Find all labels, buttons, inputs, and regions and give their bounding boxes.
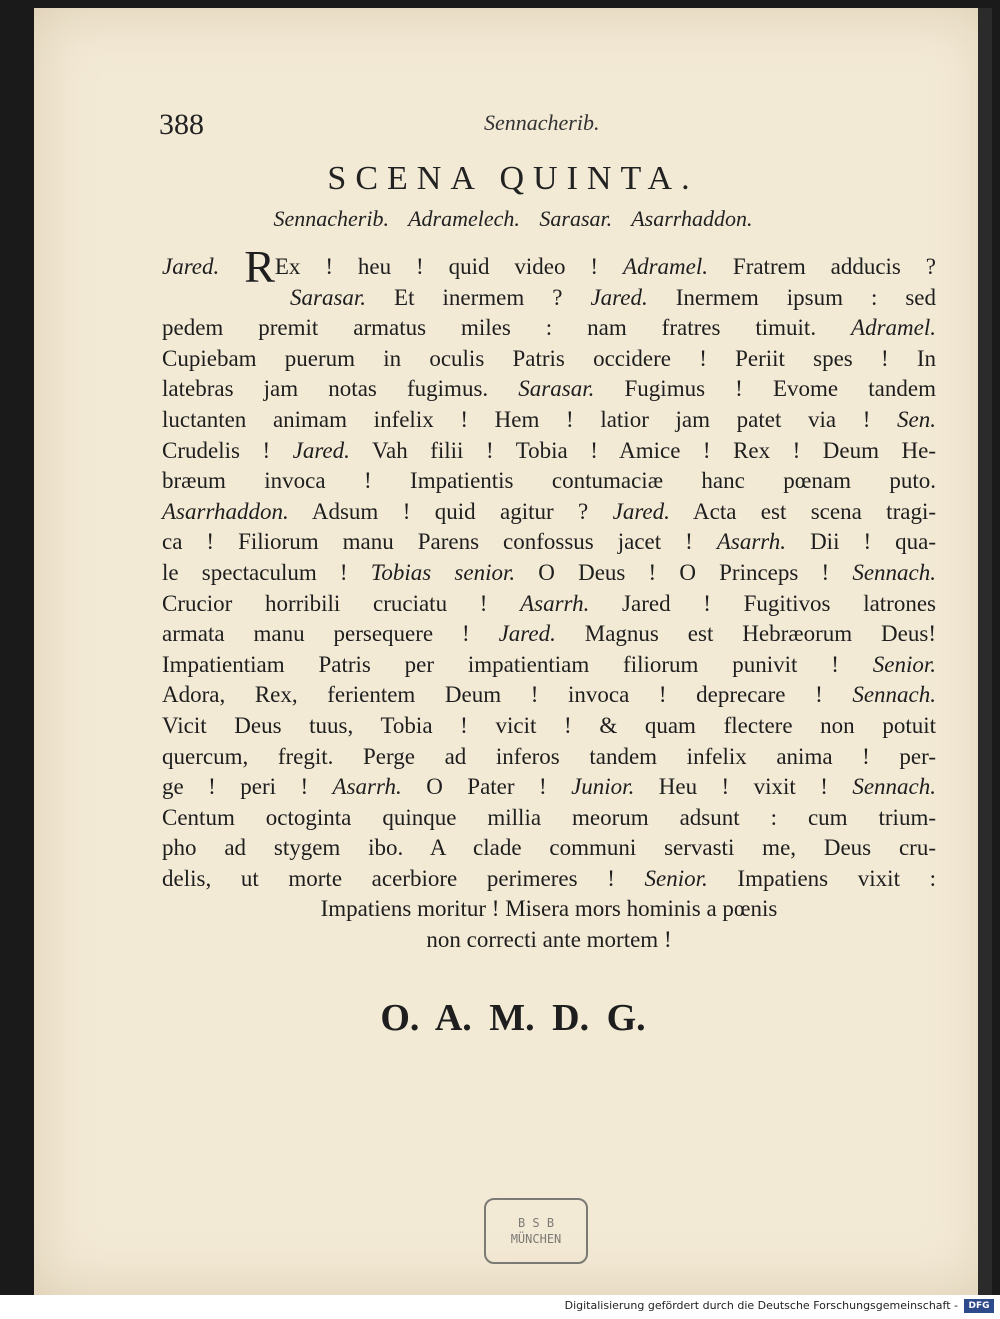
line-text: Vah filii ! Tobia ! Amice ! Rex ! Deum He- [349, 437, 936, 463]
line-text [219, 254, 244, 279]
text-line [162, 742, 936, 773]
line-text: bræum invoca ! Impatientis contumaciæ hanc pœnam puto. [162, 468, 936, 494]
stamp-line-2: MÜNCHEN [510, 1232, 562, 1246]
line-text: Jared ! Fugitivos latrones [589, 590, 936, 616]
line-text: pho ad stygem ibo. A clade communi servasti me, Deus cru- [162, 835, 936, 861]
speaker-name: Asarrh. [716, 529, 787, 555]
text-line [162, 803, 936, 834]
speaker-name: Jared. [612, 498, 670, 524]
line-text: Adsum ! quid agitur ? [288, 498, 613, 524]
speaker-name: Junior. [571, 774, 635, 800]
line-text: Cupiebam puerum in oculis Patris occidere ! Periit spes ! In [162, 345, 936, 371]
footer-credit: Digitalisierung gefördert durch die Deutsche Forschungsgemeinschaft - [564, 1299, 958, 1312]
line-text: ca ! Filiorum manu Parens confossus jacet ! [162, 529, 717, 555]
speaker-name: Jared. [498, 621, 556, 647]
speaker-name: Sarasar. [518, 376, 595, 402]
text-line [162, 894, 936, 925]
speaker-name: Asarrh. [520, 590, 590, 616]
line-text: Fratrem adducis ? [707, 254, 937, 279]
speaker-name: Jared. [292, 437, 350, 463]
text-line [162, 374, 936, 405]
line-text: Dii ! qua- [786, 529, 936, 555]
text-line [162, 466, 936, 497]
speaker-name: Sennach. [852, 682, 936, 708]
line-text: Impatiens vixit : [707, 865, 936, 891]
line-text: Inermem ipsum : sed [647, 284, 936, 310]
book-page [34, 8, 992, 1295]
speaker-name: Adramel. [851, 315, 936, 341]
text-line [162, 497, 936, 528]
text-line [162, 680, 936, 711]
text-line [162, 833, 936, 864]
text-line [162, 344, 936, 375]
dialogue-body [162, 241, 937, 956]
text-line [162, 558, 936, 589]
speaker-name: Sen. [897, 406, 936, 432]
speaker-name: Senior. [872, 651, 936, 677]
speaker-name: Senior. [644, 865, 708, 891]
dfg-logo: DFG [964, 1299, 994, 1313]
speaker-name: Sennach. [852, 774, 936, 800]
character-list: Sennacherib. Adramelech. Sarasar. Asarrhaddon. [273, 206, 753, 231]
speaker-name: Jared. [162, 254, 220, 279]
line-text: quercum, fregit. Perge ad inferos tandem infelix anima ! per- [162, 743, 936, 769]
line-text: Heu ! vixit ! [634, 774, 853, 800]
line-text: Impatientiam Patris per impatientiam filiorum punivit ! [162, 651, 873, 677]
text-line [162, 241, 937, 292]
speaker-name: Asarrh. [332, 774, 402, 800]
speaker-name: Sennach. [852, 559, 937, 585]
text-line [162, 619, 936, 650]
line-text: O Pater ! [401, 774, 572, 800]
drop-cap: R [244, 241, 275, 292]
speaker-name: Adramel. [623, 254, 708, 279]
line-text: Magnus est Hebræorum Deus! [555, 621, 936, 647]
line-text: Crudelis ! [162, 437, 293, 463]
line-text: delis, ut morte acerbiore perimeres ! [162, 865, 645, 891]
text-line [162, 436, 936, 467]
line-text: Vicit Deus tuus, Tobia ! vicit ! & quam flectere non potuit [162, 712, 936, 738]
running-head: Sennacherib. [484, 110, 600, 135]
speaker-name: Sarasar. [290, 284, 367, 310]
line-text: Centum octoginta quinque millia meorum adsunt : cum trium- [162, 804, 936, 830]
speaker-name: Tobias senior. [370, 559, 516, 585]
library-stamp [484, 1198, 588, 1264]
page-header [159, 108, 919, 148]
line-text: Adora, Rex, ferientem Deum ! invoca ! deprecare ! [162, 682, 853, 708]
speaker-name: Asarrhaddon. [162, 498, 289, 524]
line-text: O Deus ! O Princeps ! [515, 559, 853, 585]
text-line [162, 772, 936, 803]
text-line [162, 925, 936, 956]
speaker-name: Jared. [590, 284, 648, 310]
text-line [162, 313, 936, 344]
line-text: latebras jam notas fugimus. [162, 376, 519, 402]
line-text: Crucior horribili cruciatu ! [162, 590, 521, 616]
text-line [162, 405, 936, 436]
line-text: armata manu persequere ! [162, 621, 499, 647]
line-text: Acta est scena tragi- [669, 498, 936, 524]
closing-dedication: O. A. M. D. G. [380, 997, 646, 1039]
line-text: le spectaculum ! [162, 559, 371, 585]
stamp-line-1: B S B [517, 1216, 555, 1230]
line-text: Fugimus ! Evome tandem [594, 376, 936, 402]
text-line [162, 527, 936, 558]
line-text: ge ! peri ! [162, 774, 333, 800]
page-number: 388 [159, 108, 204, 141]
page-edge-shadow [978, 8, 992, 1295]
line-text: luctanten animam infelix ! Hem ! latior jam patet via ! [162, 406, 898, 432]
text-line [162, 650, 936, 681]
text-line [162, 711, 936, 742]
line-text: pedem premit armatus miles : nam fratres timuit. [162, 315, 852, 341]
text-line [162, 589, 936, 620]
line-text: Ex ! heu ! quid video ! [274, 254, 624, 279]
line-text: Impatiens moritur ! Misera mors hominis a pœnis [320, 896, 778, 922]
line-text: non correcti ante mortem ! [426, 927, 672, 953]
line-text: Et inermem ? [366, 284, 591, 310]
text-line [162, 864, 936, 895]
digitization-footer [0, 1295, 1000, 1319]
text-line [162, 283, 936, 314]
scene-title: SCENA QUINTA. [327, 160, 699, 197]
